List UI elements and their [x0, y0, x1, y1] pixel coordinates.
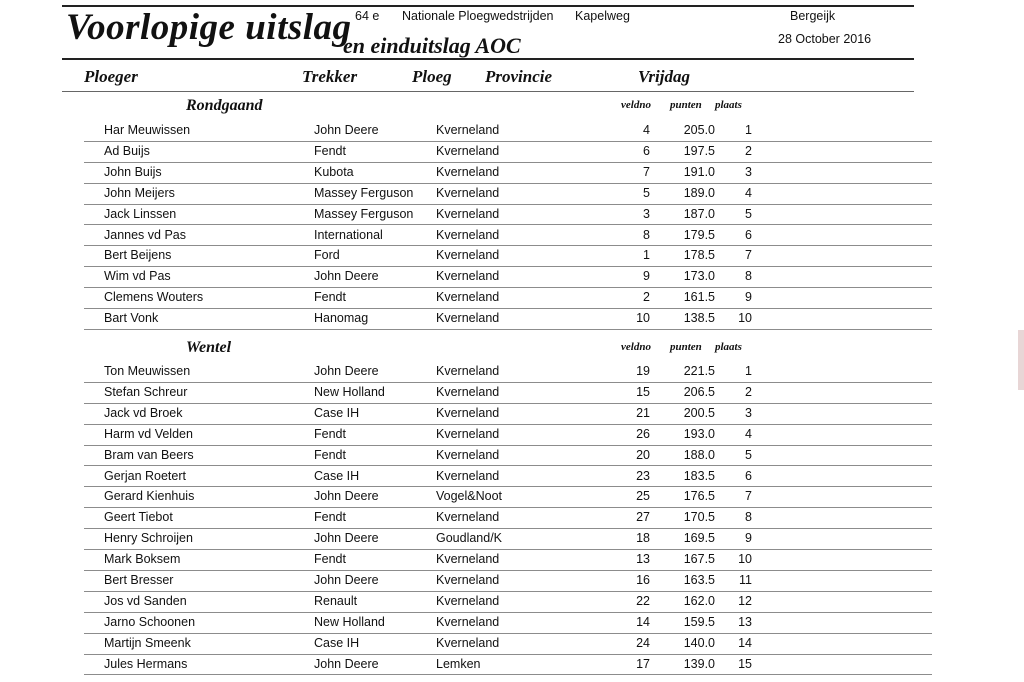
- points: 197.5: [683, 143, 715, 158]
- rank: 9: [745, 290, 752, 305]
- points: 140.0: [683, 635, 715, 650]
- plough-brand: Kverneland: [436, 552, 500, 567]
- col-provincie: Provincie: [485, 67, 553, 86]
- plough-brand: Kverneland: [436, 447, 500, 462]
- tractor-brand: Case IH: [314, 468, 360, 483]
- ploeger-name: Bert Bresser: [104, 573, 174, 587]
- ploeger-name: Gerard Kienhuis: [104, 489, 195, 504]
- plough-brand: Kverneland: [436, 311, 500, 326]
- rank: 7: [745, 489, 752, 504]
- field-number: 2: [643, 290, 650, 305]
- ploeger-name: Mark Boksem: [104, 552, 181, 567]
- table-row: [84, 287, 932, 309]
- field-number: 8: [643, 227, 650, 242]
- table-row: [84, 183, 932, 205]
- rank: 3: [745, 405, 752, 420]
- date: 28 October 2016: [778, 32, 872, 46]
- plough-brand: Kverneland: [436, 290, 500, 305]
- field-number: 16: [636, 573, 650, 587]
- table-row: [84, 204, 932, 226]
- ploeger-name: Martijn Smeenk: [104, 635, 191, 650]
- field-number: 23: [636, 468, 650, 483]
- field-number: 4: [643, 123, 650, 137]
- header-rule: [62, 58, 914, 60]
- ploeger-name: Jack Linssen: [104, 206, 177, 221]
- tractor-brand: Fendt: [314, 143, 346, 158]
- table-row: [84, 120, 932, 142]
- table-row: [84, 424, 932, 446]
- rank: 8: [745, 510, 752, 525]
- points: 162.0: [683, 593, 715, 608]
- rank: 13: [738, 614, 752, 629]
- points: 176.5: [683, 489, 715, 504]
- field-number: 21: [636, 405, 650, 420]
- field-number: 26: [636, 426, 650, 441]
- table-row: [84, 382, 932, 404]
- ploeger-name: Ton Meuwissen: [104, 364, 191, 378]
- points: 183.5: [683, 468, 715, 483]
- points: 206.5: [683, 384, 715, 399]
- points: 163.5: [683, 573, 715, 587]
- table-row: [84, 445, 932, 467]
- document-subtitle: en einduitslag AOC: [343, 33, 521, 58]
- tractor-brand: New Holland: [314, 614, 385, 629]
- plough-brand: Kverneland: [436, 227, 500, 242]
- rank: 10: [738, 552, 752, 567]
- field-number: 18: [636, 531, 650, 546]
- points: 205.0: [683, 123, 715, 137]
- plough-brand: Kverneland: [436, 206, 500, 221]
- rank: 2: [745, 143, 752, 158]
- points: 178.5: [683, 248, 715, 263]
- place: Bergeijk: [790, 9, 836, 23]
- ploeger-name: Bert Beijens: [104, 248, 172, 263]
- plough-brand: Kverneland: [436, 123, 500, 137]
- tractor-brand: John Deere: [314, 573, 379, 587]
- field-number: 20: [636, 447, 650, 462]
- ploeger-name: John Meijers: [104, 185, 175, 200]
- stat-label-punten: punten: [670, 99, 702, 111]
- tractor-brand: John Deere: [314, 531, 379, 546]
- table-row: [84, 162, 932, 184]
- stat-label-plaats: plaats: [715, 99, 742, 111]
- field-number: 13: [636, 552, 650, 567]
- tractor-brand: John Deere: [314, 269, 379, 284]
- rank: 5: [745, 447, 752, 462]
- ploeger-name: Bart Vonk: [104, 311, 159, 326]
- plough-brand: Kverneland: [436, 143, 500, 158]
- rank: 1: [745, 123, 752, 137]
- ploeger-name: John Buijs: [104, 164, 162, 179]
- table-row: [84, 528, 932, 550]
- points: 159.5: [683, 614, 715, 629]
- tractor-brand: New Holland: [314, 384, 385, 399]
- tractor-brand: Massey Ferguson: [314, 206, 414, 221]
- tractor-brand: Massey Ferguson: [314, 185, 414, 200]
- table-row: [84, 266, 932, 288]
- rank: 2: [745, 384, 752, 399]
- table-row: [84, 507, 932, 529]
- plough-brand: Kverneland: [436, 426, 500, 441]
- tractor-brand: Fendt: [314, 510, 346, 525]
- plough-brand: Vogel&Noot: [436, 489, 503, 504]
- plough-brand: Lemken: [436, 656, 481, 671]
- table-row: [84, 225, 932, 247]
- tractor-brand: John Deere: [314, 364, 379, 378]
- col-trekker: Trekker: [302, 67, 358, 86]
- plough-brand: Kverneland: [436, 405, 500, 420]
- document-title: Voorlopige uitslag: [66, 7, 352, 48]
- section-title: Wentel: [186, 339, 232, 356]
- ploeger-name: Jack vd Broek: [104, 405, 183, 420]
- table-row: [84, 141, 932, 163]
- plough-brand: Goudland/K: [436, 531, 503, 546]
- field-number: 19: [636, 364, 650, 378]
- edition: 64 e: [355, 9, 380, 23]
- points: 170.5: [683, 510, 715, 525]
- table-row: [84, 549, 932, 571]
- stat-label-punten: punten: [670, 341, 702, 353]
- tractor-brand: Fendt: [314, 447, 346, 462]
- plough-brand: Kverneland: [436, 635, 500, 650]
- stat-label-veldno: veldno: [621, 341, 651, 353]
- tractor-brand: Case IH: [314, 405, 360, 420]
- field-number: 22: [636, 593, 650, 608]
- field-number: 3: [643, 206, 650, 221]
- col-ploeg: Ploeg: [412, 67, 452, 86]
- plough-brand: Kverneland: [436, 468, 500, 483]
- scan-edge-mark: [1018, 330, 1024, 390]
- col-day: Vrijdag: [638, 67, 690, 86]
- points: 138.5: [683, 311, 715, 326]
- plough-brand: Kverneland: [436, 573, 500, 587]
- rank: 7: [745, 248, 752, 263]
- table-row: [84, 361, 932, 383]
- points: 200.5: [683, 405, 715, 420]
- tractor-brand: John Deere: [314, 123, 379, 137]
- field-number: 1: [643, 248, 650, 263]
- table-row: [84, 633, 932, 655]
- field-number: 7: [643, 164, 650, 179]
- section-title: Rondgaand: [186, 97, 263, 114]
- venue: Kapelweg: [575, 9, 630, 23]
- field-number: 17: [636, 656, 650, 671]
- table-row: [84, 654, 932, 676]
- table-row: [84, 308, 932, 330]
- points: 188.0: [683, 447, 715, 462]
- plough-brand: Kverneland: [436, 384, 500, 399]
- rank: 4: [745, 426, 752, 441]
- field-number: 15: [636, 384, 650, 399]
- field-number: 6: [643, 143, 650, 158]
- field-number: 5: [643, 185, 650, 200]
- tractor-brand: Fendt: [314, 426, 346, 441]
- ploeger-name: Jos vd Sanden: [104, 593, 187, 608]
- tractor-brand: John Deere: [314, 489, 379, 504]
- field-number: 27: [636, 510, 650, 525]
- plough-brand: Kverneland: [436, 593, 500, 608]
- points: 167.5: [683, 552, 715, 567]
- rank: 1: [745, 364, 752, 378]
- plough-brand: Kverneland: [436, 614, 500, 629]
- rank: 6: [745, 468, 752, 483]
- ploeger-name: Har Meuwissen: [104, 123, 191, 137]
- stat-label-veldno: veldno: [621, 99, 651, 111]
- points: 221.5: [683, 364, 715, 378]
- field-number: 14: [636, 614, 650, 629]
- ploeger-name: Jannes vd Pas: [104, 227, 186, 242]
- points: 191.0: [683, 164, 715, 179]
- ploeger-name: Wim vd Pas: [104, 269, 171, 284]
- tractor-brand: International: [314, 227, 383, 242]
- plough-brand: Kverneland: [436, 510, 500, 525]
- ploeger-name: Henry Schroijen: [104, 531, 193, 546]
- ploeger-name: Geert Tiebot: [104, 510, 173, 525]
- ploeger-name: Ad Buijs: [104, 143, 150, 158]
- tractor-brand: Case IH: [314, 635, 360, 650]
- rank: 15: [738, 656, 752, 671]
- tractor-brand: John Deere: [314, 656, 379, 671]
- table-row: [84, 466, 932, 488]
- stat-label-plaats: plaats: [715, 341, 742, 353]
- table-row: [84, 403, 932, 425]
- ploeger-name: Bram van Beers: [104, 447, 194, 462]
- rank: 5: [745, 206, 752, 221]
- subheader-rule: [62, 91, 914, 92]
- field-number: 24: [636, 635, 650, 650]
- table-row: [84, 245, 932, 267]
- ploeger-name: Jules Hermans: [104, 656, 188, 671]
- points: 189.0: [683, 185, 715, 200]
- points: 179.5: [683, 227, 715, 242]
- tractor-brand: Fendt: [314, 290, 346, 305]
- rank: 12: [738, 593, 752, 608]
- event-name: Nationale Ploegwedstrijden: [402, 9, 554, 23]
- plough-brand: Kverneland: [436, 269, 500, 284]
- col-ploeger: Ploeger: [84, 67, 138, 86]
- points: 193.0: [683, 426, 715, 441]
- tractor-brand: Kubota: [314, 164, 354, 179]
- rank: 8: [745, 269, 752, 284]
- rank: 14: [738, 635, 752, 650]
- ploeger-name: Gerjan Roetert: [104, 468, 186, 483]
- points: 187.0: [683, 206, 715, 221]
- ploeger-name: Stefan Schreur: [104, 384, 188, 399]
- table-row: [84, 570, 932, 592]
- field-number: 9: [643, 269, 650, 284]
- points: 161.5: [683, 290, 715, 305]
- plough-brand: Kverneland: [436, 185, 500, 200]
- ploeger-name: Harm vd Velden: [104, 426, 193, 441]
- rank: 9: [745, 531, 752, 546]
- plough-brand: Kverneland: [436, 164, 500, 179]
- tractor-brand: Renault: [314, 593, 358, 608]
- tractor-brand: Ford: [314, 248, 340, 263]
- tractor-brand: Hanomag: [314, 311, 369, 326]
- plough-brand: Kverneland: [436, 364, 500, 378]
- points: 169.5: [683, 531, 715, 546]
- rank: 10: [738, 311, 752, 326]
- rank: 11: [739, 573, 752, 587]
- rank: 4: [745, 185, 752, 200]
- field-number: 10: [636, 311, 650, 326]
- ploeger-name: Clemens Wouters: [104, 290, 204, 305]
- rank: 6: [745, 227, 752, 242]
- rank: 3: [745, 164, 752, 179]
- points: 173.0: [683, 269, 715, 284]
- table-row: [84, 591, 932, 613]
- tractor-brand: Fendt: [314, 552, 346, 567]
- plough-brand: Kverneland: [436, 248, 500, 263]
- field-number: 25: [636, 489, 650, 504]
- ploeger-name: Jarno Schoonen: [104, 614, 196, 629]
- points: 139.0: [683, 656, 715, 671]
- table-row: [84, 612, 932, 634]
- table-row: [84, 486, 932, 508]
